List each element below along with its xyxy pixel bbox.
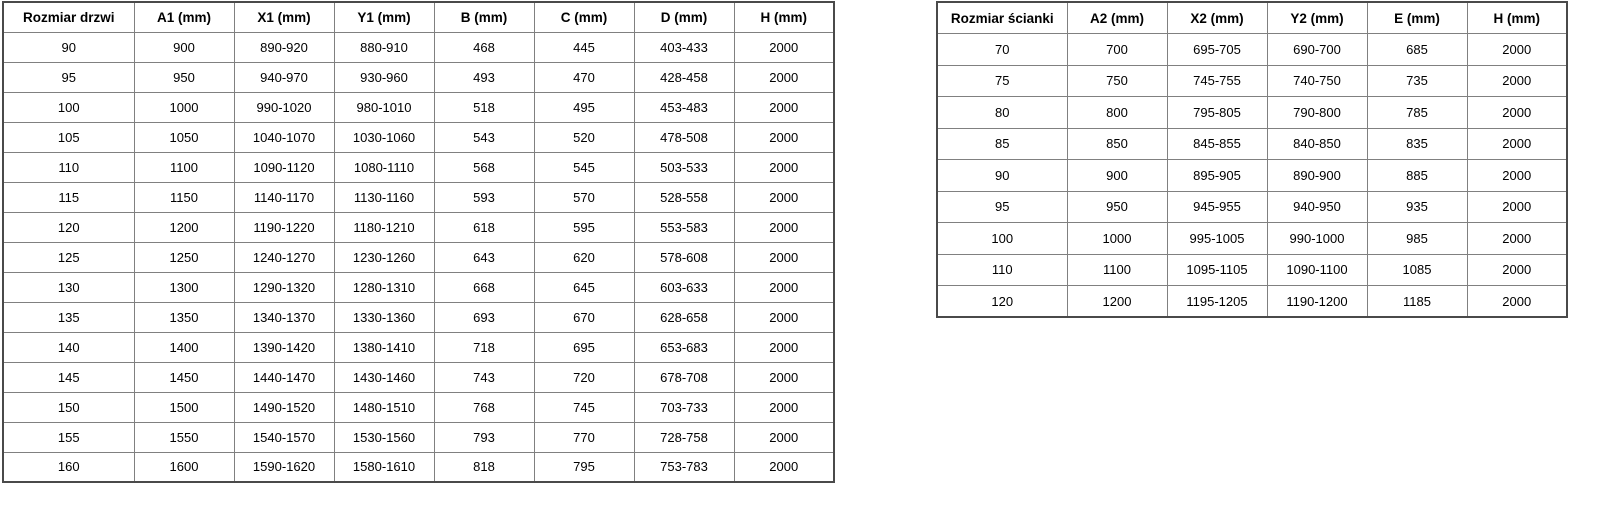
table-cell: 880-910 (334, 32, 434, 62)
table-cell: 2000 (1467, 286, 1567, 318)
table-cell: 900 (1067, 160, 1167, 192)
table-cell: 795-805 (1167, 97, 1267, 129)
table-cell: 2000 (1467, 97, 1567, 129)
table-cell: 2000 (734, 122, 834, 152)
table-cell: 545 (534, 152, 634, 182)
table-cell: 95 (3, 62, 134, 92)
table-row (3, 272, 834, 302)
table-cell: 1600 (134, 452, 234, 482)
table-row (937, 286, 1567, 318)
table-cell: 735 (1367, 65, 1467, 97)
table-cell: 100 (937, 223, 1067, 255)
door-size-table (2, 1, 835, 483)
table-cell: 950 (1067, 191, 1167, 223)
table-cell: 753-783 (634, 452, 734, 482)
table-cell: 75 (937, 65, 1067, 97)
table-cell: 835 (1367, 128, 1467, 160)
table-cell: 2000 (734, 212, 834, 242)
table-cell: 403-433 (634, 32, 734, 62)
header-cell: D (mm) (634, 2, 734, 32)
table-row (937, 160, 1567, 192)
table-cell: 445 (534, 32, 634, 62)
table-cell: 470 (534, 62, 634, 92)
table-cell: 1550 (134, 422, 234, 452)
table-cell: 2000 (734, 452, 834, 482)
table-cell: 745-755 (1167, 65, 1267, 97)
table-cell: 785 (1367, 97, 1467, 129)
table-row (937, 191, 1567, 223)
table-row (3, 92, 834, 122)
table-row (3, 122, 834, 152)
table-cell: 685 (1367, 34, 1467, 66)
table-cell: 2000 (1467, 65, 1567, 97)
table-row (3, 332, 834, 362)
table-cell: 1200 (1067, 286, 1167, 318)
table-cell: 700 (1067, 34, 1167, 66)
table-cell: 518 (434, 92, 534, 122)
header-cell: E (mm) (1367, 2, 1467, 34)
table-cell: 678-708 (634, 362, 734, 392)
table-cell: 1430-1460 (334, 362, 434, 392)
table-cell: 2000 (1467, 160, 1567, 192)
table-cell: 1530-1560 (334, 422, 434, 452)
table-cell: 140 (3, 332, 134, 362)
table-row (3, 182, 834, 212)
table-row (3, 362, 834, 392)
header-cell: Y2 (mm) (1267, 2, 1367, 34)
table-cell: 1540-1570 (234, 422, 334, 452)
table-cell: 90 (937, 160, 1067, 192)
table-cell: 1180-1210 (334, 212, 434, 242)
table-row (937, 65, 1567, 97)
table-cell: 1080-1110 (334, 152, 434, 182)
table-cell: 850 (1067, 128, 1167, 160)
table-cell: 1195-1205 (1167, 286, 1267, 318)
table-cell: 1580-1610 (334, 452, 434, 482)
table-cell: 795 (534, 452, 634, 482)
table-row (3, 392, 834, 422)
table-cell: 793 (434, 422, 534, 452)
table-row (3, 422, 834, 452)
table-cell: 2000 (734, 182, 834, 212)
header-cell: A1 (mm) (134, 2, 234, 32)
table-cell: 1140-1170 (234, 182, 334, 212)
table-cell: 2000 (734, 32, 834, 62)
table-cell: 135 (3, 302, 134, 332)
table-cell: 130 (3, 272, 134, 302)
table-cell: 890-920 (234, 32, 334, 62)
table-cell: 578-608 (634, 242, 734, 272)
table-row (937, 254, 1567, 286)
table-cell: 2000 (1467, 128, 1567, 160)
table-cell: 2000 (734, 392, 834, 422)
table-cell: 1450 (134, 362, 234, 392)
table-cell: 468 (434, 32, 534, 62)
table-cell: 1280-1310 (334, 272, 434, 302)
table-cell: 620 (534, 242, 634, 272)
table-cell: 695-705 (1167, 34, 1267, 66)
table-cell: 70 (937, 34, 1067, 66)
table-cell: 1190-1200 (1267, 286, 1367, 318)
table-cell: 155 (3, 422, 134, 452)
table-row (3, 452, 834, 482)
table-cell: 1000 (1067, 223, 1167, 255)
table-row (3, 62, 834, 92)
table-cell: 2000 (734, 242, 834, 272)
table-row (3, 152, 834, 182)
table-cell: 120 (937, 286, 1067, 318)
table-cell: 145 (3, 362, 134, 392)
table-cell: 1500 (134, 392, 234, 422)
table-cell: 945-955 (1167, 191, 1267, 223)
table-cell: 110 (3, 152, 134, 182)
table-cell: 695 (534, 332, 634, 362)
table-cell: 668 (434, 272, 534, 302)
table-cell: 818 (434, 452, 534, 482)
table-cell: 1250 (134, 242, 234, 272)
table-cell: 125 (3, 242, 134, 272)
table-cell: 1130-1160 (334, 182, 434, 212)
header-cell: X2 (mm) (1167, 2, 1267, 34)
table-cell: 90 (3, 32, 134, 62)
table-row (3, 242, 834, 272)
table-row (3, 212, 834, 242)
table-cell: 453-483 (634, 92, 734, 122)
table-row (3, 302, 834, 332)
table-cell: 2000 (734, 302, 834, 332)
table-row (3, 32, 834, 62)
table-cell: 2000 (734, 92, 834, 122)
table-cell: 1400 (134, 332, 234, 362)
table-cell: 80 (937, 97, 1067, 129)
table-cell: 800 (1067, 97, 1167, 129)
table-cell: 110 (937, 254, 1067, 286)
table-cell: 2000 (734, 272, 834, 302)
table-cell: 160 (3, 452, 134, 482)
table-cell: 428-458 (634, 62, 734, 92)
table-cell: 1050 (134, 122, 234, 152)
table-cell: 940-970 (234, 62, 334, 92)
table-cell: 740-750 (1267, 65, 1367, 97)
table-cell: 115 (3, 182, 134, 212)
table-cell: 1290-1320 (234, 272, 334, 302)
table-cell: 895-905 (1167, 160, 1267, 192)
table-cell: 693 (434, 302, 534, 332)
table-cell: 2000 (734, 152, 834, 182)
table-cell: 645 (534, 272, 634, 302)
table-cell: 495 (534, 92, 634, 122)
table-cell: 1340-1370 (234, 302, 334, 332)
table-cell: 845-855 (1167, 128, 1267, 160)
table-cell: 2000 (1467, 254, 1567, 286)
table-cell: 980-1010 (334, 92, 434, 122)
table-cell: 1150 (134, 182, 234, 212)
table-cell: 85 (937, 128, 1067, 160)
table-cell: 745 (534, 392, 634, 422)
table-cell: 570 (534, 182, 634, 212)
header-cell: Y1 (mm) (334, 2, 434, 32)
table-cell: 1440-1470 (234, 362, 334, 392)
table-cell: 2000 (734, 362, 834, 392)
table-cell: 690-700 (1267, 34, 1367, 66)
table-cell: 653-683 (634, 332, 734, 362)
table-cell: 885 (1367, 160, 1467, 192)
table-cell: 2000 (1467, 191, 1567, 223)
table-cell: 995-1005 (1167, 223, 1267, 255)
header-cell: H (mm) (1467, 2, 1567, 34)
table-cell: 1185 (1367, 286, 1467, 318)
table-cell: 890-900 (1267, 160, 1367, 192)
table-cell: 643 (434, 242, 534, 272)
table-cell: 493 (434, 62, 534, 92)
table-cell: 1300 (134, 272, 234, 302)
table-cell: 1090-1100 (1267, 254, 1367, 286)
table-cell: 618 (434, 212, 534, 242)
table-cell: 1480-1510 (334, 392, 434, 422)
table-cell: 768 (434, 392, 534, 422)
table-cell: 1200 (134, 212, 234, 242)
table-cell: 95 (937, 191, 1067, 223)
table-cell: 1085 (1367, 254, 1467, 286)
table-cell: 1230-1260 (334, 242, 434, 272)
table-row (937, 223, 1567, 255)
header-cell: Rozmiar ścianki (937, 2, 1067, 34)
table-cell: 1390-1420 (234, 332, 334, 362)
table-cell: 770 (534, 422, 634, 452)
table-cell: 628-658 (634, 302, 734, 332)
table-cell: 100 (3, 92, 134, 122)
header-cell: C (mm) (534, 2, 634, 32)
table-cell: 743 (434, 362, 534, 392)
table-cell: 1490-1520 (234, 392, 334, 422)
table-cell: 1100 (134, 152, 234, 182)
table-cell: 478-508 (634, 122, 734, 152)
header-cell: A2 (mm) (1067, 2, 1167, 34)
table-cell: 1240-1270 (234, 242, 334, 272)
table-cell: 790-800 (1267, 97, 1367, 129)
table-cell: 1090-1120 (234, 152, 334, 182)
wall-size-table (936, 1, 1568, 318)
header-cell: H (mm) (734, 2, 834, 32)
table-cell: 568 (434, 152, 534, 182)
table-cell: 990-1000 (1267, 223, 1367, 255)
table-row (937, 97, 1567, 129)
table-cell: 2000 (734, 332, 834, 362)
header-cell: Rozmiar drzwi (3, 2, 134, 32)
table-cell: 940-950 (1267, 191, 1367, 223)
table-cell: 728-758 (634, 422, 734, 452)
table-cell: 985 (1367, 223, 1467, 255)
table-cell: 595 (534, 212, 634, 242)
table-cell: 1030-1060 (334, 122, 434, 152)
table-cell: 2000 (1467, 34, 1567, 66)
table-cell: 750 (1067, 65, 1167, 97)
table-cell: 1380-1410 (334, 332, 434, 362)
table-cell: 718 (434, 332, 534, 362)
table-cell: 2000 (734, 62, 834, 92)
table-cell: 950 (134, 62, 234, 92)
header-row (937, 2, 1567, 34)
table-row (937, 128, 1567, 160)
table-cell: 2000 (734, 422, 834, 452)
table-cell: 1190-1220 (234, 212, 334, 242)
table-cell: 900 (134, 32, 234, 62)
table-cell: 603-633 (634, 272, 734, 302)
table-cell: 935 (1367, 191, 1467, 223)
table-cell: 503-533 (634, 152, 734, 182)
table-cell: 930-960 (334, 62, 434, 92)
table-cell: 720 (534, 362, 634, 392)
table-cell: 1100 (1067, 254, 1167, 286)
header-cell: B (mm) (434, 2, 534, 32)
table-cell: 105 (3, 122, 134, 152)
table-cell: 528-558 (634, 182, 734, 212)
table-cell: 1350 (134, 302, 234, 332)
table-cell: 1040-1070 (234, 122, 334, 152)
table-row (937, 34, 1567, 66)
table-cell: 120 (3, 212, 134, 242)
table-cell: 703-733 (634, 392, 734, 422)
table-cell: 520 (534, 122, 634, 152)
table-cell: 1330-1360 (334, 302, 434, 332)
table-cell: 1590-1620 (234, 452, 334, 482)
table-cell: 840-850 (1267, 128, 1367, 160)
table-cell: 1000 (134, 92, 234, 122)
table-cell: 553-583 (634, 212, 734, 242)
table-cell: 2000 (1467, 223, 1567, 255)
table-cell: 593 (434, 182, 534, 212)
table-cell: 670 (534, 302, 634, 332)
header-cell: X1 (mm) (234, 2, 334, 32)
table-cell: 990-1020 (234, 92, 334, 122)
table-cell: 1095-1105 (1167, 254, 1267, 286)
header-row (3, 2, 834, 32)
table-cell: 543 (434, 122, 534, 152)
table-cell: 150 (3, 392, 134, 422)
